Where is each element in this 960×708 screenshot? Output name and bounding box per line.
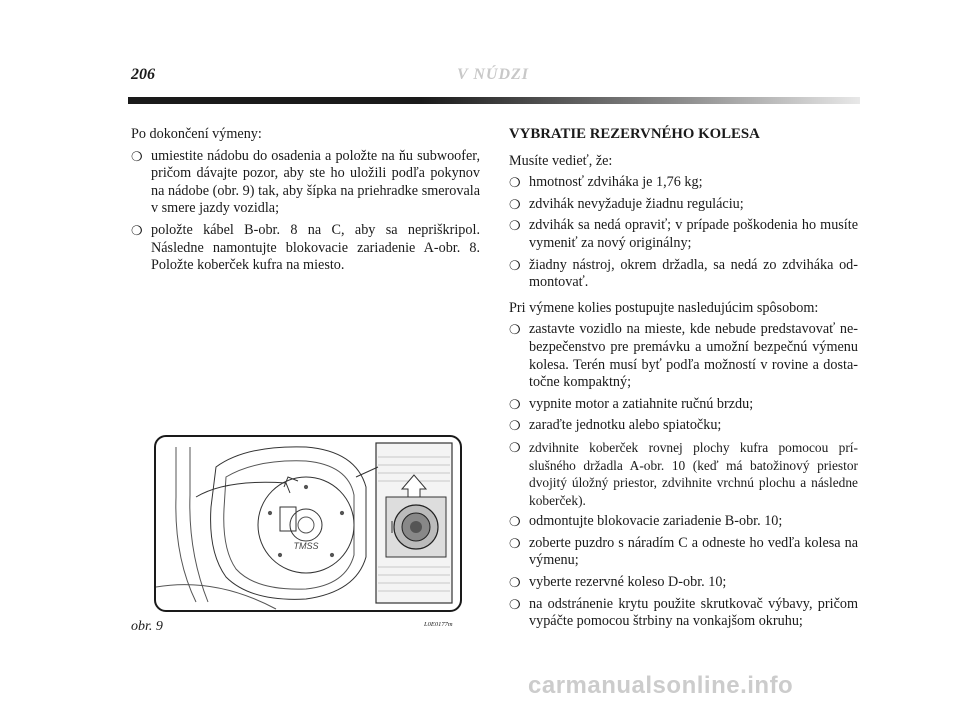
bullet-circle-icon: ❍ xyxy=(509,576,521,592)
list-item: ❍ na odstránenie krytu použite skrutkovač výbavy, pričom vypáčte pomocou štrbiny na vonkajšom okruhu; xyxy=(509,595,858,630)
bullet-circle-icon: ❍ xyxy=(509,258,521,274)
bullet-circle-icon: ❍ xyxy=(509,536,521,552)
section-title: V NÚDZI xyxy=(456,66,530,83)
bullet-circle-icon: ❍ xyxy=(131,149,143,165)
bullet-circle-icon: ❍ xyxy=(509,440,521,456)
list-item: ❍ položte kábel B-obr. 8 na C, aby sa nepriškripol. Následne namontujte blokovacie zariadenie A-obr. 8. Položte koberček kufra na miesto. xyxy=(131,221,480,274)
list-item: ❍ zdvihák sa nedá opraviť; v prípade poškodenia ho musíte vymeniť za nový originálny; xyxy=(509,217,858,251)
bullet-circle-icon: ❍ xyxy=(509,176,521,192)
list-item: ❍ zdvihnite koberček rovnej plochy kufra pomocou príslušného držadla A-obr. 10 (keď má batožinový priestor dvojitý úložný priestor, zdvihnite vrchnú plochu a následne koberček). xyxy=(509,439,858,508)
procedure-intro: Pri výmene kolies postupujte nasledujúcim spôsobom: xyxy=(509,299,819,316)
list-item: ❍ vypnite motor a zatiahnite ručnú brzdu; xyxy=(509,395,754,413)
figure-code: L0E0177m xyxy=(424,621,453,628)
list-item: ❍ odmontujte blokovacie zariadenie B-obr. 10; xyxy=(509,513,783,531)
figure-subwoofer-label: TMSS xyxy=(293,541,319,551)
right-column xyxy=(509,126,858,631)
watermark: carmanualsonline.info xyxy=(528,672,794,699)
list-item: ❍ vyberte rezervné koleso D-obr. 10; xyxy=(509,574,727,592)
page-number: 206 xyxy=(131,66,155,83)
bullet-circle-icon: ❍ xyxy=(509,397,521,413)
section-heading: VYBRATIE REZERVNÉHO KOLESA xyxy=(509,126,760,142)
bullet-circle-icon: ❍ xyxy=(509,197,521,213)
bullet-circle-icon: ❍ xyxy=(509,597,521,613)
note-intro: Musíte vedieť, že: xyxy=(509,152,613,169)
bullet-circle-icon: ❍ xyxy=(509,323,521,339)
list-item: ❍ hmotnosť zdviháka je 1,76 kg; xyxy=(509,174,703,192)
bullet-circle-icon: ❍ xyxy=(509,515,521,531)
notes-list xyxy=(509,174,858,292)
list-item: ❍ žiadny nástroj, okrem držadla, sa nedá zo zdviháka odmontovať. xyxy=(509,256,858,291)
bullet-circle-icon: ❍ xyxy=(131,223,143,239)
completion-list xyxy=(131,148,480,275)
intro-text: Po dokončení výmeny: xyxy=(131,126,262,142)
header-rule xyxy=(128,97,860,104)
bullet-circle-icon: ❍ xyxy=(509,219,521,235)
list-item: ❍ zdvihák nevyžaduje žiadnu reguláciu; xyxy=(509,195,744,213)
left-column xyxy=(131,126,480,275)
list-item: ❍ zastavte vozidlo na mieste, kde nebude predstavovať nebezpečenstvo pre premávku a umožní bezpečnú výmenu kolesa. Terén musí byť podľa možností v rovine a dostatočne kompaktný; xyxy=(509,321,858,391)
list-item: ❍ zaraďte jednotku alebo spiatočku; xyxy=(509,417,722,435)
figure-label: obr. 9 xyxy=(131,619,163,634)
list-item: ❍ umiestite nádobu do osadenia a položte na ňu subwoofer, pričom dávajte pozor, aby ste ho uložili podľa pokynov na nádobe (obr. 9) tak, aby šípka na priehradke smerovala v smere jazdy vozidla; xyxy=(131,147,480,217)
steps-list xyxy=(509,321,858,631)
bullet-circle-icon: ❍ xyxy=(509,419,521,435)
figure-9-illustration xyxy=(154,435,462,612)
list-item: ❍ zoberte puzdro s náradím C a odneste ho vedľa kolesa na výmenu; xyxy=(509,534,858,569)
